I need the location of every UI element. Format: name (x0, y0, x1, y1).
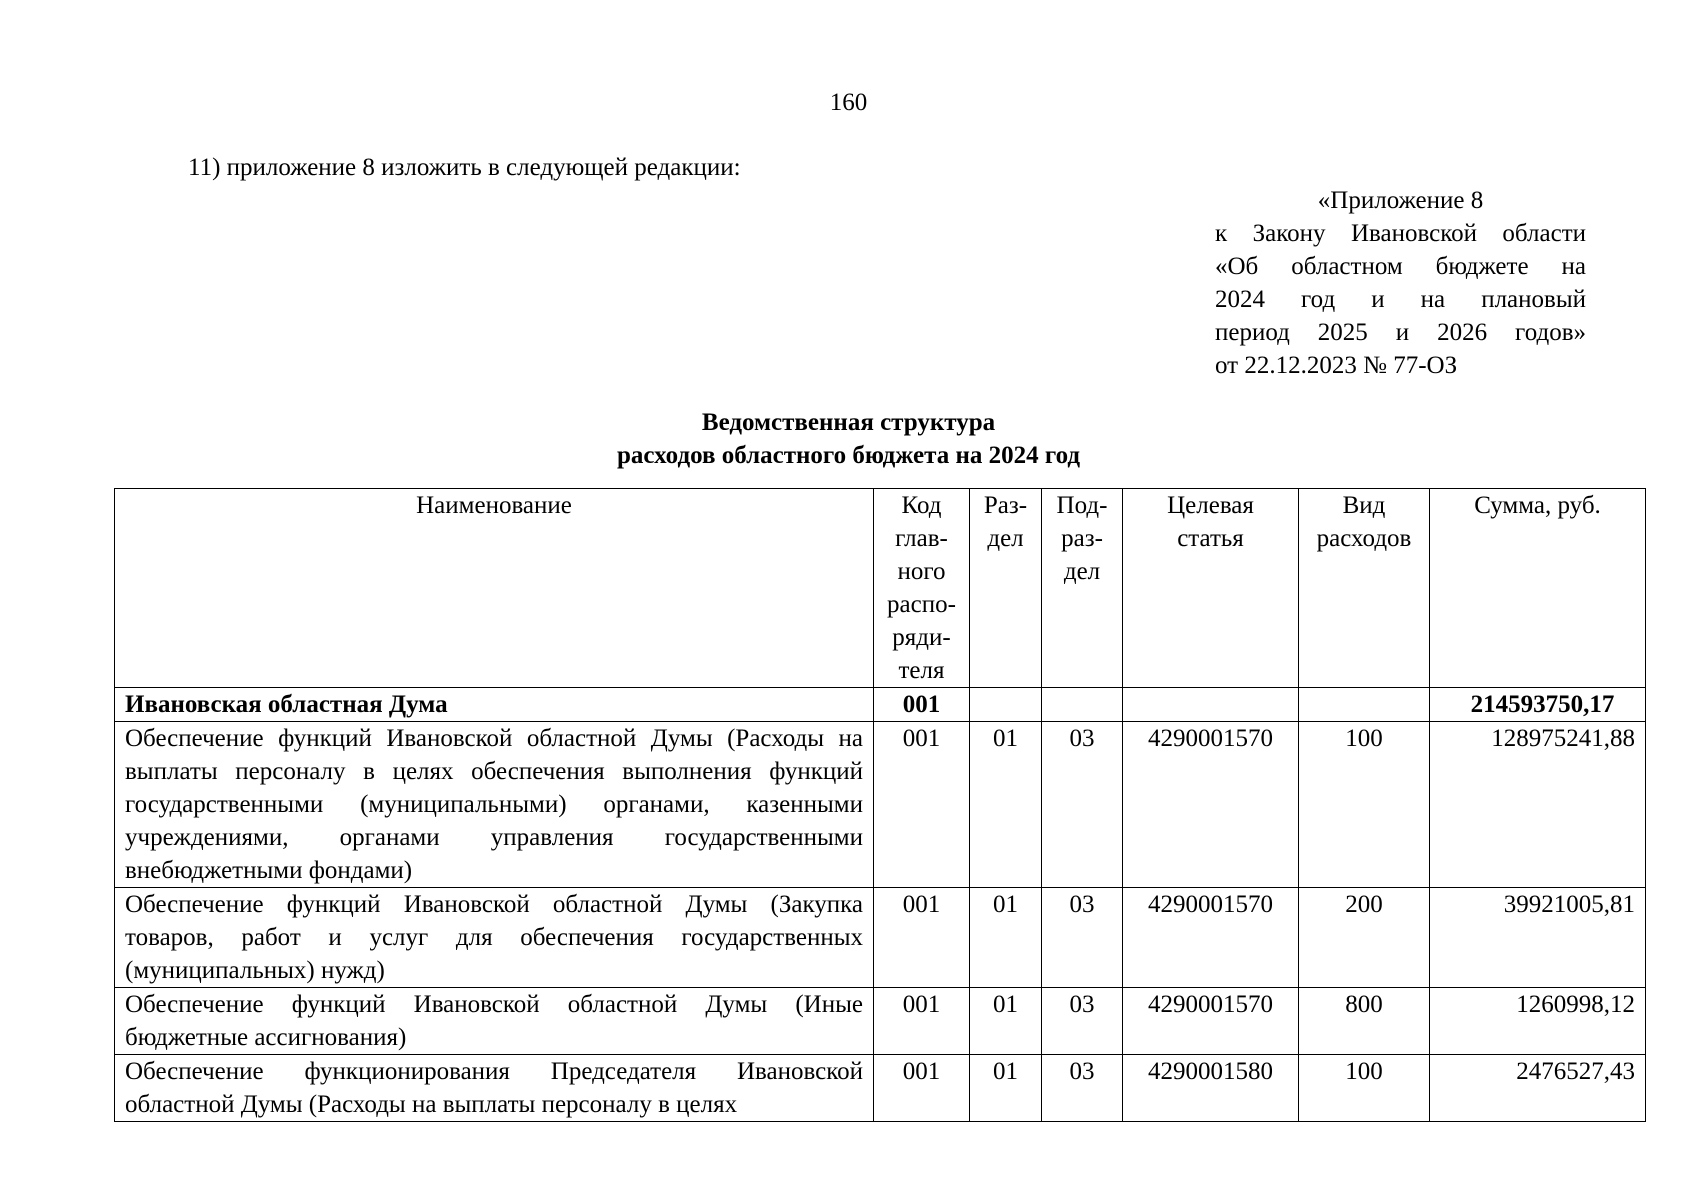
cell-code: 001 (874, 722, 970, 888)
cell-name: Обеспечение функционирования Председателя Ивановской областной Думы (Расходы на выплаты персоналу в целях (115, 1055, 874, 1122)
cell-type: 100 (1299, 1055, 1430, 1122)
amendment-intro: 11) приложение 8 изложить в следующей редакции: (188, 154, 741, 181)
cell-subsection (1042, 688, 1123, 722)
appendix-note-line: «Об областном бюджете на (1215, 253, 1586, 280)
cell-amount: 214593750,17 (1430, 688, 1646, 722)
header-code: Код глав- ного распо- ряди- теля (874, 489, 970, 688)
cell-code: 001 (874, 688, 970, 722)
table-header-row (115, 489, 1646, 688)
cell-subsection: 03 (1042, 988, 1123, 1055)
header-section: Раз- дел (970, 489, 1042, 688)
header-expense-type: Вид расходов (1299, 489, 1430, 688)
appendix-note-line: от 22.12.2023 № 77-ОЗ (1215, 352, 1458, 379)
cell-target: 4290001570 (1123, 722, 1299, 888)
cell-section: 01 (970, 888, 1042, 988)
cell-name: Обеспечение функций Ивановской областной Думы (Иные бюджетные ассигнования) (115, 988, 874, 1055)
header-name: Наименование (115, 489, 874, 688)
cell-section: 01 (970, 988, 1042, 1055)
cell-section (970, 688, 1042, 722)
appendix-note-line: «Приложение 8 (1317, 187, 1484, 214)
document-title-line: расходов областного бюджета на 2024 год (616, 442, 1081, 469)
appendix-note-line: к Закону Ивановской области (1215, 220, 1586, 247)
cell-amount: 2476527,43 (1430, 1055, 1646, 1122)
cell-name: Обеспечение функций Ивановской областной Думы (Закупка товаров, работ и услуг для обеспечения государственных (муниципальных) нужд) (115, 888, 874, 988)
cell-code: 001 (874, 988, 970, 1055)
cell-type: 800 (1299, 988, 1430, 1055)
cell-type: 100 (1299, 722, 1430, 888)
cell-code: 001 (874, 1055, 970, 1122)
cell-name: Обеспечение функций Ивановской областной Думы (Расходы на выплаты персоналу в целях обеспечения выполнения функций государственными (муниципальными) органами, казенными учреждениями, органами управления государственными внебюджетными фондами) (115, 722, 874, 888)
cell-name: Ивановская областная Дума (115, 688, 874, 722)
appendix-note (1215, 184, 1586, 382)
cell-target: 4290001580 (1123, 1055, 1299, 1122)
page-number: 160 (829, 89, 868, 116)
header-amount: Сумма, руб. (1430, 489, 1646, 688)
cell-target: 4290001570 (1123, 888, 1299, 988)
cell-subsection: 03 (1042, 722, 1123, 888)
cell-amount: 128975241,88 (1430, 722, 1646, 888)
budget-table (114, 488, 1646, 1122)
cell-amount: 39921005,81 (1430, 888, 1646, 988)
table-row (115, 888, 1646, 988)
appendix-note-line: 2024 год и на плановый (1215, 286, 1586, 313)
cell-type (1299, 688, 1430, 722)
appendix-note-line: период 2025 и 2026 годов» (1215, 319, 1586, 346)
header-target-article: Целевая статья (1123, 489, 1299, 688)
cell-subsection: 03 (1042, 1055, 1123, 1122)
table-row (115, 688, 1646, 722)
header-subsection: Под- раз- дел (1042, 489, 1123, 688)
cell-amount: 1260998,12 (1430, 988, 1646, 1055)
cell-subsection: 03 (1042, 888, 1123, 988)
document-title (0, 406, 1697, 472)
cell-target (1123, 688, 1299, 722)
cell-section: 01 (970, 722, 1042, 888)
cell-type: 200 (1299, 888, 1430, 988)
table-row (115, 1055, 1646, 1122)
cell-code: 001 (874, 888, 970, 988)
cell-section: 01 (970, 1055, 1042, 1122)
cell-target: 4290001570 (1123, 988, 1299, 1055)
table-row (115, 722, 1646, 888)
document-title-line: Ведомственная структура (701, 409, 996, 436)
table-row (115, 988, 1646, 1055)
